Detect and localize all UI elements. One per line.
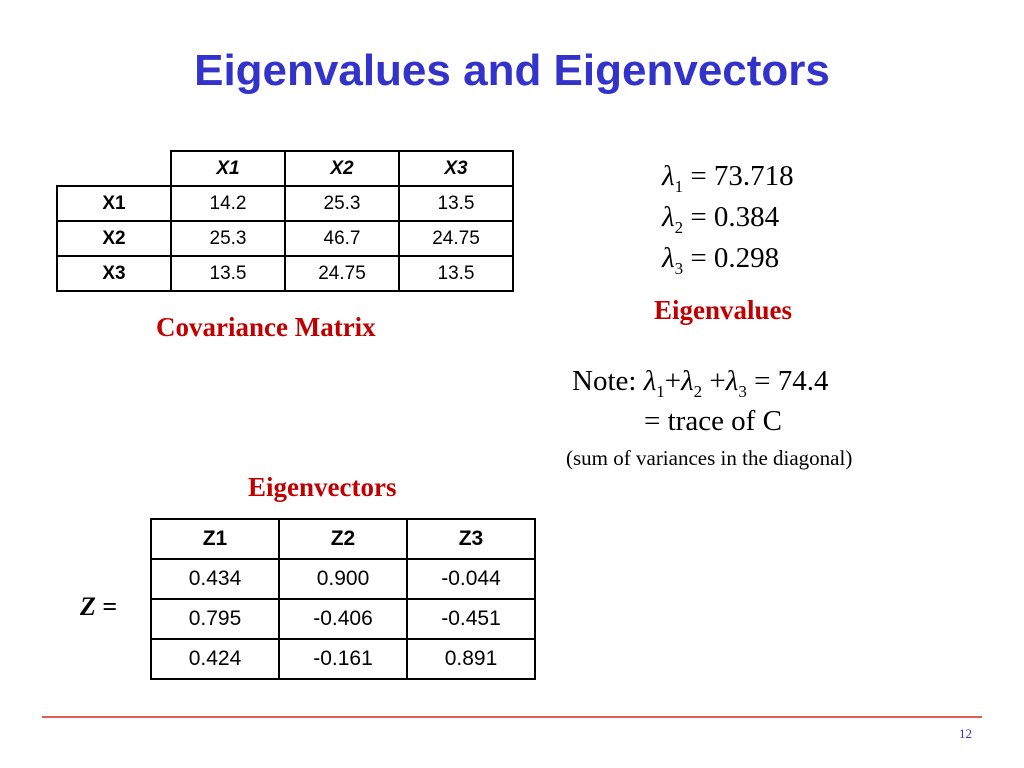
eigenvectors-cell: -0.406 (279, 599, 407, 639)
eigenvectors-cell: 0.434 (151, 559, 279, 599)
covariance-cell: 13.5 (399, 186, 513, 221)
note-sum-value: = 74.4 (754, 365, 829, 397)
lambda-symbol: λ (662, 201, 675, 233)
eigenvectors-cell: 0.891 (407, 639, 535, 679)
eigenvectors-col-header: Z1 (151, 519, 279, 559)
eigenvectors-cell: 0.900 (279, 559, 407, 599)
lambda-symbol: λ (681, 365, 694, 397)
eigenvectors-cell: -0.161 (279, 639, 407, 679)
covariance-corner-cell (57, 151, 171, 186)
lambda-subscript: 1 (674, 176, 684, 196)
slide-title: Eigenvalues and Eigenvectors (194, 46, 830, 95)
eigenvalue-2 (662, 201, 779, 238)
eigenvalue-value: = 0.298 (690, 242, 780, 274)
covariance-cell: 25.3 (285, 186, 399, 221)
covariance-row-header: X1 (57, 186, 171, 221)
note-trace-line: = trace of C (644, 405, 782, 437)
covariance-cell: 24.75 (285, 256, 399, 291)
covariance-row (57, 221, 513, 256)
lambda-subscript: 2 (693, 381, 703, 401)
lambda-symbol: λ (662, 160, 675, 192)
eigenvectors-cell: 0.795 (151, 599, 279, 639)
z-equals-label (80, 592, 117, 622)
covariance-cell: 13.5 (171, 256, 285, 291)
lambda-subscript: 1 (656, 381, 665, 401)
eigenvectors-label: Eigenvectors (248, 472, 397, 502)
covariance-cell: 25.3 (171, 221, 285, 256)
lambda-symbol: λ (725, 365, 739, 397)
covariance-matrix-label: Covariance Matrix (156, 312, 376, 342)
covariance-row (57, 186, 513, 221)
eigenvectors-row (151, 639, 535, 679)
eigenvectors-table (150, 518, 536, 680)
footer-divider (42, 716, 982, 718)
covariance-col-header: X3 (399, 151, 513, 186)
covariance-row-header: X2 (57, 221, 171, 256)
covariance-header-row (57, 151, 513, 186)
eigenvectors-col-header: Z3 (407, 519, 535, 559)
covariance-row (57, 256, 513, 291)
covariance-col-header: X2 (285, 151, 399, 186)
eigenvalues-label: Eigenvalues (654, 295, 793, 325)
eigenvalue-value: = 73.718 (690, 160, 794, 192)
eigenvectors-row (151, 559, 535, 599)
z-equals-sign: = (102, 592, 118, 621)
covariance-cell: 13.5 (399, 256, 513, 291)
covariance-matrix-table (56, 150, 514, 292)
note-sum-line (572, 365, 828, 402)
eigenvectors-cell: 0.424 (151, 639, 279, 679)
z-letter: Z (80, 592, 96, 621)
eigenvectors-col-header: Z2 (279, 519, 407, 559)
lambda-subscript: 3 (738, 381, 747, 401)
covariance-row-header: X3 (57, 256, 171, 291)
lambda-subscript: 2 (674, 217, 684, 237)
eigenvectors-cell: -0.451 (407, 599, 535, 639)
covariance-cell: 46.7 (285, 221, 399, 256)
note-diagonal-line: (sum of variances in the diagonal) (566, 446, 853, 470)
plus-sign: + (664, 365, 682, 397)
eigenvalue-1 (662, 160, 794, 197)
page-number: 12 (959, 726, 972, 741)
lambda-symbol: λ (662, 242, 675, 274)
note-prefix: Note: (572, 365, 637, 397)
plus-sign: + (709, 365, 726, 397)
eigenvalue-3 (662, 242, 779, 279)
covariance-cell: 14.2 (171, 186, 285, 221)
eigenvectors-header-row (151, 519, 535, 559)
eigenvectors-cell: -0.044 (407, 559, 535, 599)
covariance-col-header: X1 (171, 151, 285, 186)
lambda-symbol: λ (643, 365, 657, 397)
eigenvalue-value: = 0.384 (690, 201, 780, 233)
eigenvectors-row (151, 599, 535, 639)
covariance-cell: 24.75 (399, 221, 513, 256)
lambda-subscript: 3 (674, 258, 684, 278)
